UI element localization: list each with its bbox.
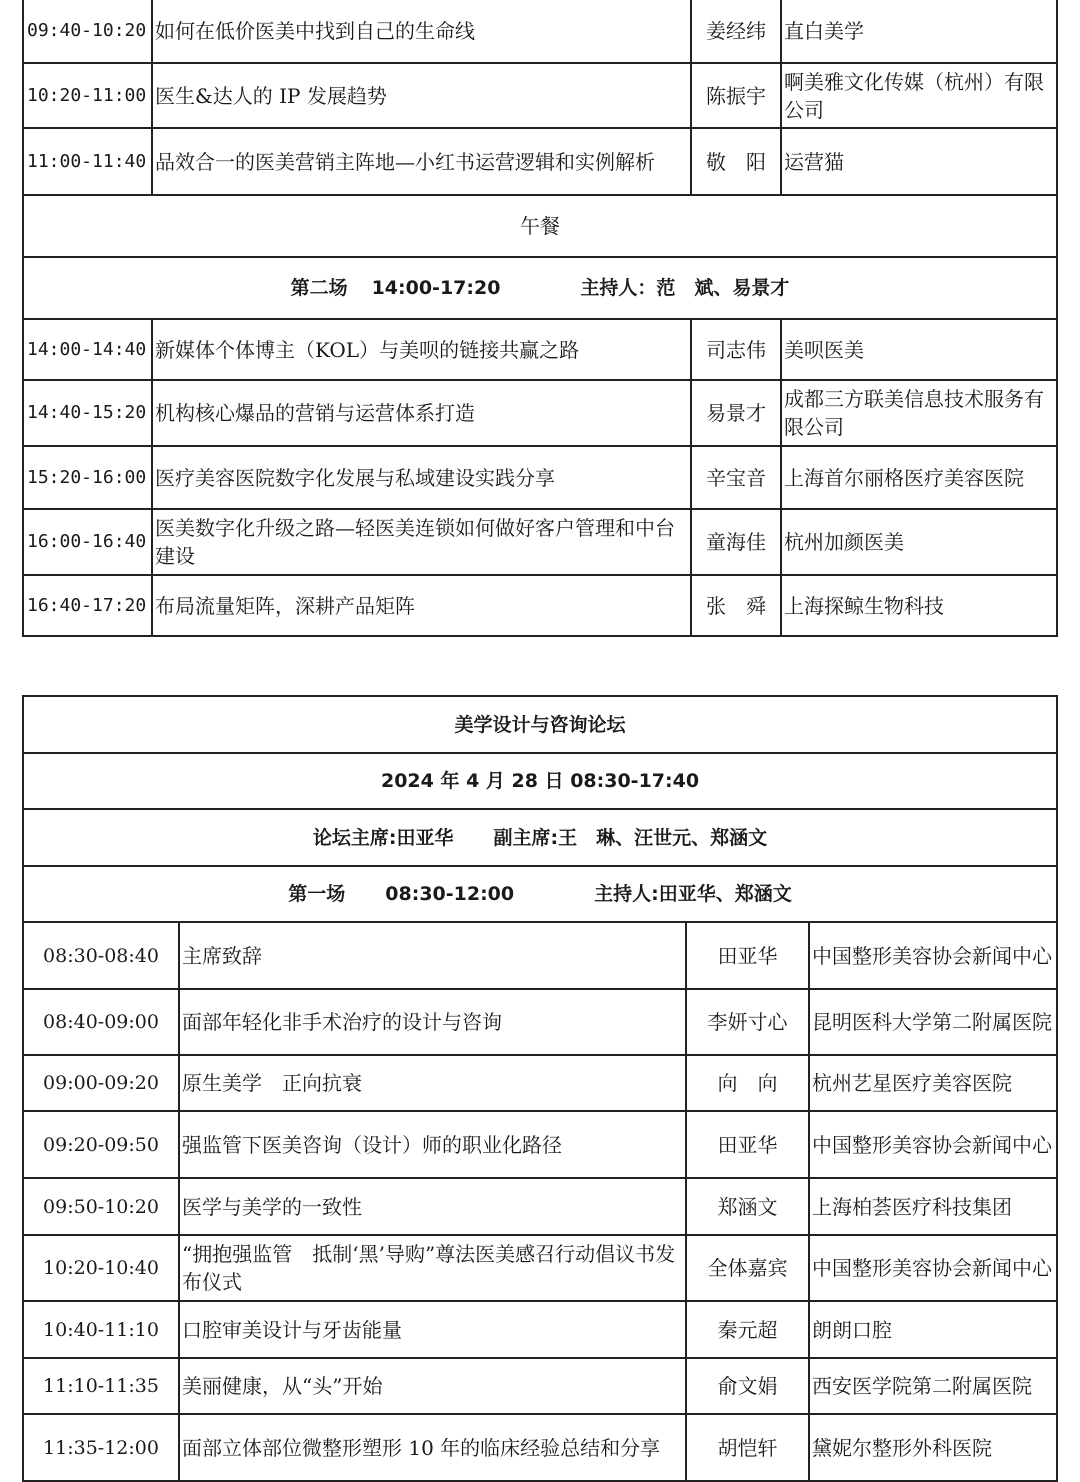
session-header-row	[23, 866, 1057, 922]
forum-title: 美学设计与咨询论坛	[23, 696, 1057, 753]
table-row	[23, 1358, 1057, 1414]
topic-cell: 医疗美容医院数字化发展与私域建设实践分享	[152, 446, 691, 509]
lunch-row	[23, 195, 1057, 257]
speaker-cell: 易景才	[691, 380, 781, 446]
org-cell: 运营猫	[781, 128, 1057, 195]
speaker-cell: 全体嘉宾	[686, 1235, 809, 1301]
forum-title-row	[23, 696, 1057, 753]
topic-cell: 品效合一的医美营销主阵地—小红书运营逻辑和实例解析	[152, 128, 691, 195]
org-cell: 朗朗口腔	[809, 1301, 1057, 1358]
topic-cell: 医美数字化升级之路—轻医美连锁如何做好客户管理和中台建设	[152, 509, 691, 575]
speaker-cell: 司志伟	[691, 319, 781, 380]
topic-cell: 面部立体部位微整形塑形 10 年的临床经验总结和分享	[179, 1414, 686, 1481]
speaker-cell: 敬 阳	[691, 128, 781, 195]
topic-cell: 如何在低价医美中找到自己的生命线	[152, 0, 691, 63]
time-cell: 10:20-11:00	[23, 63, 152, 128]
org-cell: 黛妮尔整形外科医院	[809, 1414, 1057, 1481]
org-cell: 上海探鲸生物科技	[781, 575, 1057, 636]
session-header-row	[23, 257, 1057, 319]
forum-vice-chairs: 副主席:王 琳、汪世元、郑涵文	[493, 826, 768, 849]
table-row	[23, 575, 1057, 636]
org-cell: 杭州加颜医美	[781, 509, 1057, 575]
table-row	[23, 1055, 1057, 1111]
speaker-cell: 陈振宇	[691, 63, 781, 128]
session-header	[23, 257, 1057, 319]
forum-chair: 论坛主席:田亚华	[312, 826, 454, 849]
table-row	[23, 128, 1057, 195]
topic-cell: 医学与美学的一致性	[179, 1178, 686, 1235]
speaker-cell: 田亚华	[686, 922, 809, 989]
org-cell: 美呗医美	[781, 319, 1057, 380]
speaker-cell: 郑涵文	[686, 1178, 809, 1235]
table-row	[23, 509, 1057, 575]
time-cell: 10:40-11:10	[23, 1301, 179, 1358]
table-row	[23, 1301, 1057, 1358]
time-cell: 09:20-09:50	[23, 1111, 179, 1178]
session-hosts: 主持人:田亚华、郑涵文	[594, 883, 792, 905]
time-cell: 15:20-16:00	[23, 446, 152, 509]
table-row	[23, 446, 1057, 509]
topic-cell: 新媒体个体博主（KOL）与美呗的链接共赢之路	[152, 319, 691, 380]
org-cell: 上海首尔丽格医疗美容医院	[781, 446, 1057, 509]
topic-cell: 医生&达人的 IP 发展趋势	[152, 63, 691, 128]
table-row	[23, 1235, 1057, 1301]
speaker-cell: 田亚华	[686, 1111, 809, 1178]
session-time: 14:00-17:20	[371, 277, 501, 299]
table-row	[23, 380, 1057, 446]
org-cell: 啊美雅文化传媒（杭州）有限公司	[781, 63, 1057, 128]
org-cell: 中国整形美容协会新闻中心	[809, 922, 1057, 989]
org-cell: 西安医学院第二附属医院	[809, 1358, 1057, 1414]
time-cell: 16:40-17:20	[23, 575, 152, 636]
topic-cell: 原生美学 正向抗衰	[179, 1055, 686, 1111]
topic-cell: 美丽健康，从“头”开始	[179, 1358, 686, 1414]
forum-date: 2024 年 4 月 28 日 08:30-17:40	[23, 753, 1057, 809]
time-cell: 16:00-16:40	[23, 509, 152, 575]
time-cell: 14:00-14:40	[23, 319, 152, 380]
table-row	[23, 1111, 1057, 1178]
session-label: 第二场	[290, 277, 348, 299]
session-time: 08:30-12:00	[385, 883, 515, 905]
table-row	[23, 0, 1057, 63]
time-cell: 11:00-11:40	[23, 128, 152, 195]
table-row	[23, 1178, 1057, 1235]
speaker-cell: 秦元超	[686, 1301, 809, 1358]
org-cell: 中国整形美容协会新闻中心	[809, 1235, 1057, 1301]
org-cell: 成都三方联美信息技术服务有限公司	[781, 380, 1057, 446]
time-cell: 11:35-12:00	[23, 1414, 179, 1481]
topic-cell: 布局流量矩阵，深耕产品矩阵	[152, 575, 691, 636]
schedule-table-1	[22, 0, 1058, 637]
time-cell: 09:50-10:20	[23, 1178, 179, 1235]
forum-chairs-row	[23, 809, 1057, 866]
time-cell: 14:40-15:20	[23, 380, 152, 446]
topic-cell: “拥抱强监管 抵制‘黑’导购”尊法医美感召行动倡议书发布仪式	[179, 1235, 686, 1301]
time-cell: 11:10-11:35	[23, 1358, 179, 1414]
speaker-cell: 向 向	[686, 1055, 809, 1111]
speaker-cell: 胡恺轩	[686, 1414, 809, 1481]
time-cell: 09:40-10:20	[23, 0, 152, 63]
org-cell: 直白美学	[781, 0, 1057, 63]
org-cell: 杭州艺星医疗美容医院	[809, 1055, 1057, 1111]
time-cell: 09:00-09:20	[23, 1055, 179, 1111]
table-row	[23, 1414, 1057, 1481]
time-cell: 08:30-08:40	[23, 922, 179, 989]
speaker-cell: 李妍寸心	[686, 989, 809, 1055]
topic-cell: 口腔审美设计与牙齿能量	[179, 1301, 686, 1358]
table-row	[23, 922, 1057, 989]
lunch-label: 午餐	[23, 195, 1057, 257]
session-header	[23, 866, 1057, 922]
org-cell: 中国整形美容协会新闻中心	[809, 1111, 1057, 1178]
forum-chairs	[23, 809, 1057, 866]
speaker-cell: 童海佳	[691, 509, 781, 575]
forum-date-row	[23, 753, 1057, 809]
table-row	[23, 63, 1057, 128]
topic-cell: 主席致辞	[179, 922, 686, 989]
session-label: 第一场	[288, 883, 346, 905]
speaker-cell: 张 舜	[691, 575, 781, 636]
topic-cell: 强监管下医美咨询（设计）师的职业化路径	[179, 1111, 686, 1178]
session-hosts: 主持人：范 斌、易景才	[580, 277, 790, 299]
speaker-cell: 辛宝音	[691, 446, 781, 509]
table-row	[23, 319, 1057, 380]
table-row	[23, 989, 1057, 1055]
schedule-table-2	[22, 695, 1058, 1482]
speaker-cell: 俞文娟	[686, 1358, 809, 1414]
time-cell: 08:40-09:00	[23, 989, 179, 1055]
org-cell: 上海柏荟医疗科技集团	[809, 1178, 1057, 1235]
speaker-cell: 姜经纬	[691, 0, 781, 63]
topic-cell: 机构核心爆品的营销与运营体系打造	[152, 380, 691, 446]
topic-cell: 面部年轻化非手术治疗的设计与咨询	[179, 989, 686, 1055]
org-cell: 昆明医科大学第二附属医院	[809, 989, 1057, 1055]
time-cell: 10:20-10:40	[23, 1235, 179, 1301]
